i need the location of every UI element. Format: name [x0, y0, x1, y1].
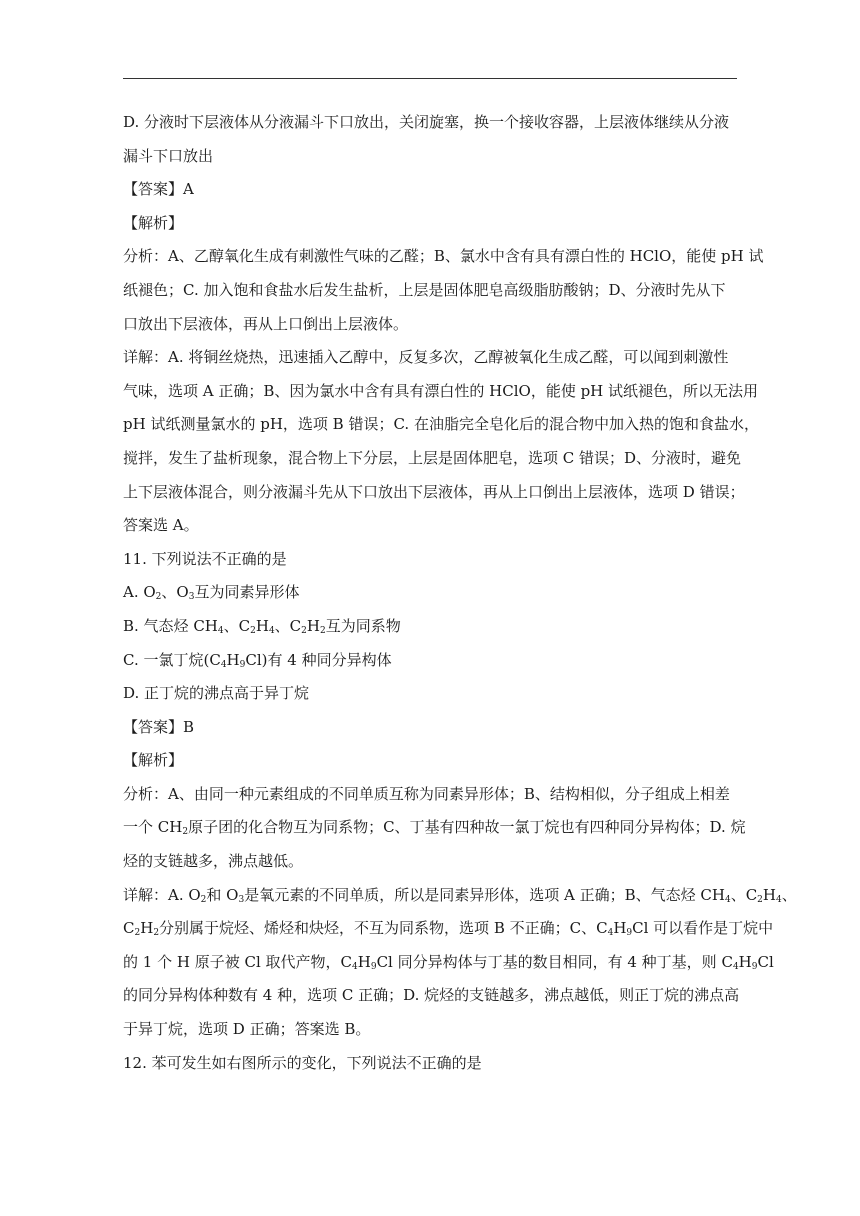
q11-option-c: C. 一氯丁烷$(C_4H_9Cl)$有 4 种同分异构体: [123, 650, 392, 670]
q12-stem: 12. 苯可发生如右图所示的变化，下列说法不正确的是: [123, 1053, 482, 1072]
q10-answer: 【答案】A: [123, 180, 194, 199]
q10-detail-line: 答案选 A。: [123, 516, 199, 535]
document-body: [123, 106, 797, 1080]
q11-detail-line: 的同分异构体种数有 4 种，选项 C 正确；D. 烷烃的支链越多，沸点越低，则正丁烷的沸点高: [123, 986, 740, 1005]
q10-analysis-header: 【解析】: [123, 213, 184, 232]
q10-option-d-line2: 漏斗下口放出: [123, 146, 214, 165]
q10-detail-line: 详解：A. 将铜丝烧热，迅速插入乙醇中，反复多次，乙醇被氧化生成乙醛，可以闻到刺激性: [123, 348, 729, 367]
q11-analysis-line: 一个 $CH_2$原子团的化合物互为同系物；C、丁基有四种故一氯丁烷也有四种同分异构体；D. 烷: [123, 818, 746, 838]
q11-option-b: B. 气态烃 $CH_4$、$C_2H_4$、$C_2H_2$互为同系物: [123, 616, 401, 636]
q11-analysis-header: 【解析】: [123, 751, 184, 770]
q10-detail-line: pH 试纸测量氯水的 pH，选项 B 错误；C. 在油脂完全皂化后的混合物中加入热的饱和食盐水，: [123, 415, 759, 434]
q11-stem: 11. 下列说法不正确的是: [123, 549, 287, 568]
q11-detail-line: 于异丁烷，选项 D 正确；答案选 B。: [123, 1020, 371, 1039]
q11-answer: 【答案】B: [123, 717, 195, 736]
q11-option-d: D. 正丁烷的沸点高于异丁烷: [123, 684, 310, 703]
q10-analysis-line: 纸褪色；C. 加入饱和食盐水后发生盐析，上层是固体肥皂高级脂肪酸钠；D、分液时先从下: [123, 280, 726, 299]
q11-analysis-line: 烃的支链越多，沸点越低。: [123, 852, 304, 871]
q10-detail-line: 搅拌，发生了盐析现象，混合物上下分层，上层是固体肥皂，选项 C 错误；D、分液时，避免: [123, 448, 742, 467]
q11-analysis-line: 分析：A、由同一种元素组成的不同单质互称为同素异形体；B、结构相似，分子组成上相差: [123, 784, 730, 803]
q11-option-a: A. $O_2$、$O_3$互为同素异形体: [123, 583, 300, 603]
q11-detail-line: 详解：A. $O_2$和 $O_3$是氧元素的不同单质，所以是同素异形体，选项 A 正确；B、气态烃 $CH_4$、$C_2H_4$、: [123, 885, 797, 905]
q10-detail-line: 气味，选项 A 正确；B、因为氯水中含有具有漂白性的 HClO，能使 pH 试纸褪色，所以无法用: [123, 381, 759, 400]
q10-analysis-line: 分析：A、乙醇氧化生成有刺激性气味的乙醛；B、氯水中含有具有漂白性的 HClO，能使 pH 试: [123, 247, 764, 266]
q10-option-d-line1: D. 分液时下层液体从分液漏斗下口放出，关闭旋塞，换一个接收容器，上层液体继续从分液: [123, 113, 730, 131]
header-rule: [123, 78, 737, 79]
q10-detail-line: 上下层液体混合，则分液漏斗先从下口放出下层液体，再从上口倒出上层液体，选项 D 错误；: [123, 482, 745, 501]
q10-analysis-line: 口放出下层液体，再从上口倒出上层液体。: [123, 314, 409, 333]
q11-detail-line: 的 1 个 H 原子被 Cl 取代产物，$C_4H_9Cl$ 同分异构体与丁基的数目相同，有 4 种丁基，则 $C_4H_9Cl$: [123, 952, 774, 972]
q11-detail-line: $C_2H_2$分别属于烷烃、烯烃和炔烃，不互为同系物，选项 B 不正确；C、$C_4H_9Cl$ 可以看作是丁烷中: [123, 919, 774, 939]
